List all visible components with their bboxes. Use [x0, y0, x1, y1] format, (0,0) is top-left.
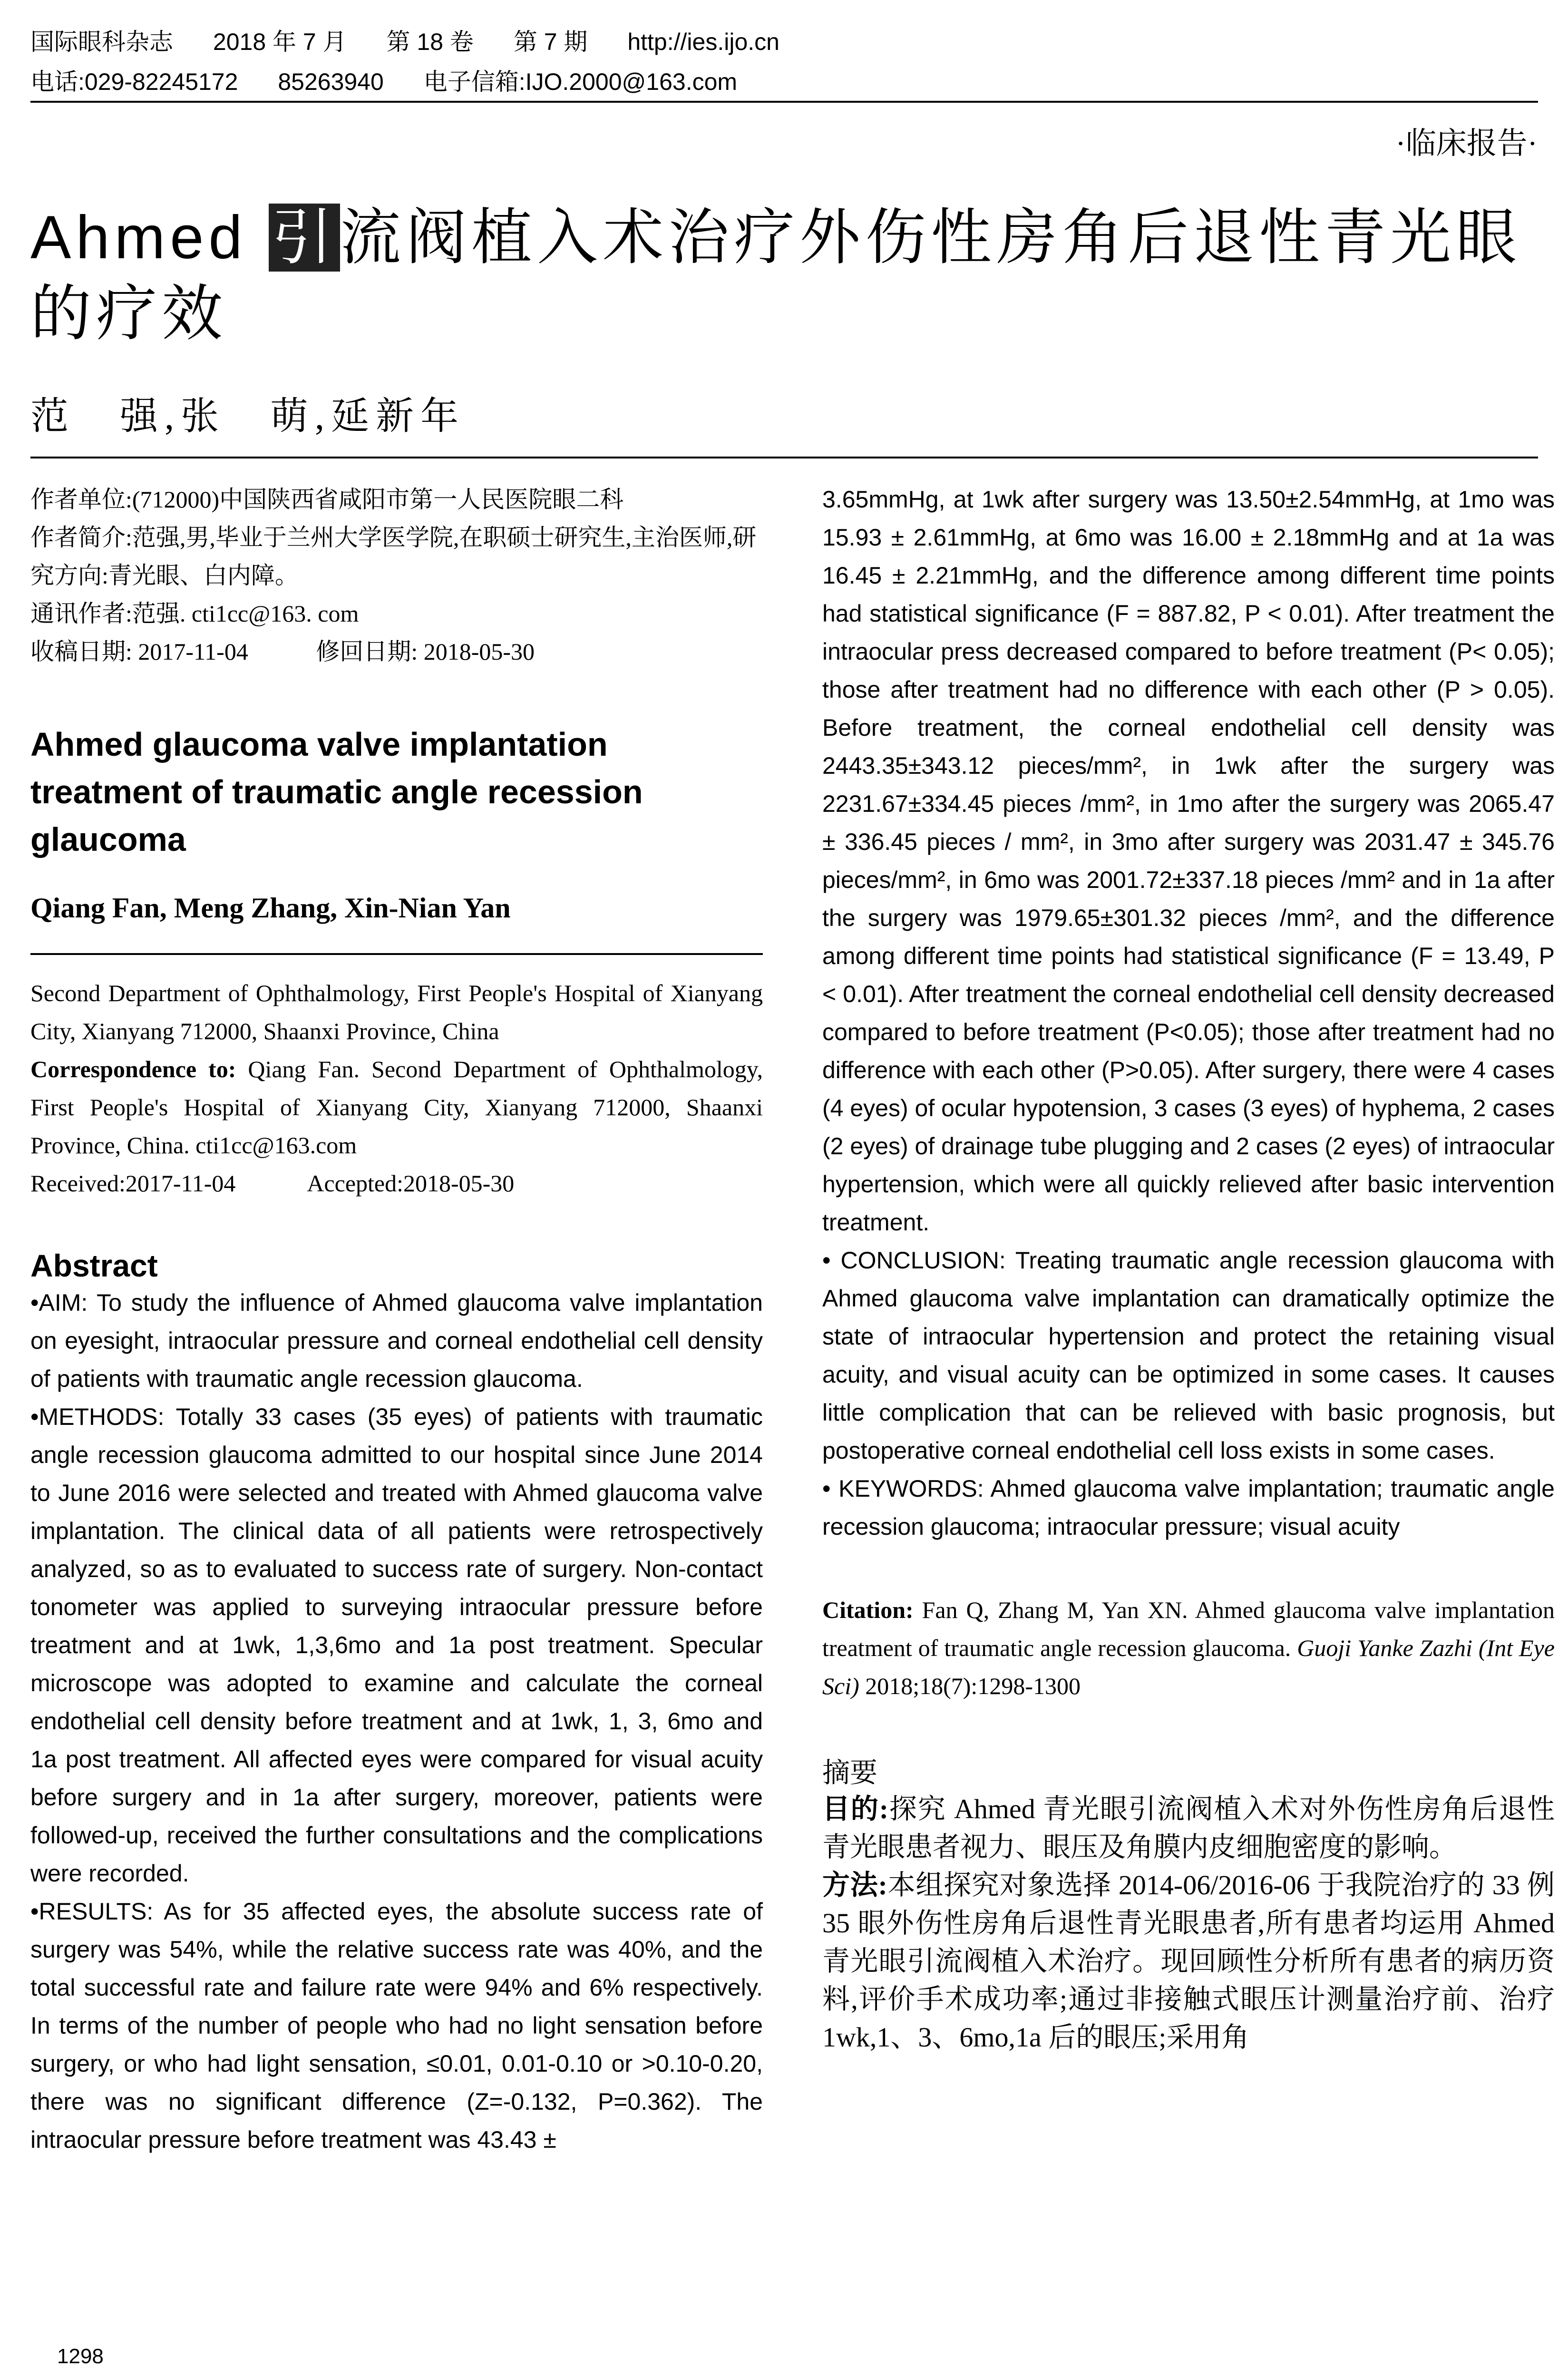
- abstract-results: •RESULTS: As for 35 affected eyes, the absolute success rate of surgery was 54%, while the relative success rate was 40%, and the total successful rate and failure rate were 94% and 6% respectively. In terms of the number of people who had no light sensation before surgery, or who had light sensation, ≤0.01, 0.01-0.10 or >0.10-0.20, there was no significant difference (Z=-0.132, P=0.362). The intraocular pressure before treatment was 43.43 ±: [30, 1898, 763, 2153]
- correspondence-label: Correspondence to:: [30, 1056, 236, 1082]
- article-title: [30, 200, 1538, 352]
- abstract-methods: •METHODS: Totally 33 cases (35 eyes) of patients with traumatic angle recession glaucoma admitted to our hospital since June 2014 to June 2016 were selected and treated with Ahmed glaucoma valve implantation. The clinical data of all patients were retrospectively analyzed, so as to evaluated to success rate of surgery. Non-contact tonometer was applied to surveying intraocular pressure before treatment and at 1wk, 1,3,6mo and 1a post treatment. Specular microscope was adopted to examine and calculate the corneal endothelial cell density before treatment and at 1wk, 1, 3, 6mo and 1a post treatment. All affected eyes were compared for visual acuity before surgery and in 1a after surgery, moreover, patients were followed-up, received the further consultations and the complications were recorded.: [30, 1403, 763, 1887]
- cn-abstract-methods: [822, 1866, 1555, 2056]
- correspondence-text: Qiang Fan. Second Department of Ophthalmology, First People's Hospital of Xianyang City, Xianyang 712000, Shaanxi Province, China. cti1cc@163.com: [30, 1056, 763, 1159]
- dates-cn: [30, 633, 763, 671]
- phone: 电话:029-82245172: [30, 68, 238, 95]
- title-highlight: 引: [269, 204, 340, 272]
- abstract-heading: Abstract: [30, 1248, 158, 1283]
- correspondence-en: [30, 1050, 763, 1164]
- abstract-keywords: • KEYWORDS: Ahmed glaucoma valve implantation; traumatic angle recession glaucoma; intraocular pressure; visual acuity: [822, 1475, 1555, 1540]
- cn-aim-label: 目的:: [822, 1793, 889, 1824]
- volume: 第 18 卷: [386, 29, 474, 55]
- revised-date-cn: 修回日期: 2018-05-30: [316, 638, 535, 665]
- author-unit: 作者单位:(712000)中国陕西省咸阳市第一人民医院眼二科: [30, 486, 624, 513]
- authors-cn: 范 强,张 萌,延新年: [30, 396, 465, 438]
- header-rule: [30, 101, 1538, 103]
- cn-aim-text: 探究 Ahmed 青光眼引流阀植入术对外伤性房角后退性青光眼患者视力、眼压及角膜内皮细胞密度的影响。: [822, 1793, 1555, 1862]
- abstract-conclusion: • CONCLUSION: Treating traumatic angle recession glaucoma with Ahmed glaucoma valve implantation can dramatically optimize the state of intraocular hypertension and protect the retaining visual acuity, and visual acuity can be optimized in some cases. It causes little complication that can be relieved with basic prognosis, but postoperative corneal endothelial cell loss exists in some cases.: [822, 1247, 1555, 1464]
- dates-en: Received:2017-11-04 Accepted:2018-05-30: [30, 1170, 515, 1197]
- journal-url[interactable]: http://ies.ijo.cn: [627, 29, 779, 55]
- title-prefix: Ahmed: [30, 204, 269, 272]
- abstract-results-continued: 3.65mmHg, at 1wk after surgery was 13.50±2.54mmHg, at 1mo was 15.93 ± 2.61mmHg, at 6mo was 16.00 ± 2.18mmHg and at 1a was 16.45 ± 2.21mmHg, and the difference among different time points had statistical significance (F = 887.82, P < 0.01). After treatment the intraocular press decreased compared to before treatment (P< 0.05); those after treatment had no difference with each other (P > 0.05). Before treatment, the corneal endothelial cell density was 2443.35±343.12 pieces/mm², in 1wk after the surgery was 2231.67±334.45 pieces /mm², in 1mo after the surgery was 2065.47 ± 336.45 pieces / mm², in 3mo after surgery was 2031.47 ± 345.76 pieces/mm², in 6mo was 2001.72±337.18 pieces /mm² and in 1a after the surgery was 1979.65±301.32 pieces /mm², and the difference among different time points had statistical significance (F = 13.49, P < 0.01). After treatment the corneal endothelial cell density decreased compared to before treatment (P<0.05); those after treatment had no difference with each other (P>0.05). After surgery, there were 4 cases (4 eyes) of ocular hypotension, 3 cases (3 eyes) of hyphema, 2 cases (2 eyes) of drainage tube plugging and 2 cases (2 eyes) of intraocular hypertension, which were all quickly relieved after basic intervention treatment.: [822, 486, 1555, 1236]
- citation: [822, 1591, 1555, 1705]
- right-column: [822, 480, 1555, 2056]
- page-number: 1298: [57, 2345, 104, 2368]
- affiliation: [30, 974, 763, 1202]
- citation-tail: 2018;18(7):1298-1300: [859, 1673, 1081, 1699]
- abstract-aim: •AIM: To study the influence of Ahmed glaucoma valve implantation on eyesight, intraocular pressure and corneal endothelial cell density of patients with traumatic angle recession glaucoma.: [30, 1289, 763, 1392]
- title-rest: 流阀植入术治疗外伤性房角后退性青光眼的疗效: [30, 204, 1522, 348]
- received-date-cn: 收稿日期: 2017-11-04: [30, 638, 248, 665]
- english-authors: Qiang Fan, Meng Zhang, Xin-Nian Yan: [30, 892, 511, 924]
- english-title: Ahmed glaucoma valve implantation treatment of traumatic angle recession glaucoma: [30, 726, 643, 858]
- journal-email[interactable]: 电子信箱:IJO.2000@163.com: [423, 68, 738, 95]
- issue-date: 2018 年 7 月: [213, 29, 347, 55]
- journal-name: 国际眼科杂志: [30, 29, 173, 55]
- cn-abstract-heading: 摘要: [822, 1757, 878, 1788]
- left-column: [30, 480, 763, 2159]
- author-info: [30, 480, 763, 671]
- journal-header: [30, 22, 1552, 102]
- citation-text: Fan Q, Zhang M, Yan XN. Ahmed glaucoma valve implantation treatment of traumatic angle recession glaucoma.: [822, 1597, 1555, 1661]
- author-bio: 作者简介:范强,男,毕业于兰州大学医学院,在职硕士研究生,主治医师,研究方向:青光眼、白内障。: [30, 524, 757, 589]
- corresponding-author: 通讯作者:范强. cti1cc@163. com: [30, 600, 359, 627]
- section-tag: ·临床报告·: [1395, 127, 1538, 160]
- citation-label: Citation:: [822, 1597, 914, 1623]
- phone-2: 85263940: [278, 68, 384, 95]
- affiliation-rule: [30, 953, 763, 955]
- cn-methods-text: 本组探究对象选择 2014-06/2016-06 于我院治疗的 33 例 35 眼外伤性房角后退性青光眼患者,所有患者均运用 Ahmed 青光眼引流阀植入术治疗。现回顾性分析所有患者的病历资料,评价手术成功率;通过非接触式眼压计测量治疗前、治疗 1wk,1、3、6mo,1a 后的眼压;采用角: [822, 1870, 1555, 2053]
- issue: 第 7 期: [513, 29, 588, 55]
- cn-abstract-aim: [822, 1790, 1555, 1866]
- citation-journal: Guoji Yanke Zazhi (Int Eye Sci): [822, 1635, 1555, 1699]
- cn-methods-label: 方法:: [822, 1870, 887, 1900]
- affiliation-text: Second Department of Ophthalmology, First People's Hospital of Xianyang City, Xianyang 712000, Shaanxi Province, China: [30, 980, 763, 1044]
- title-rule: [30, 457, 1538, 458]
